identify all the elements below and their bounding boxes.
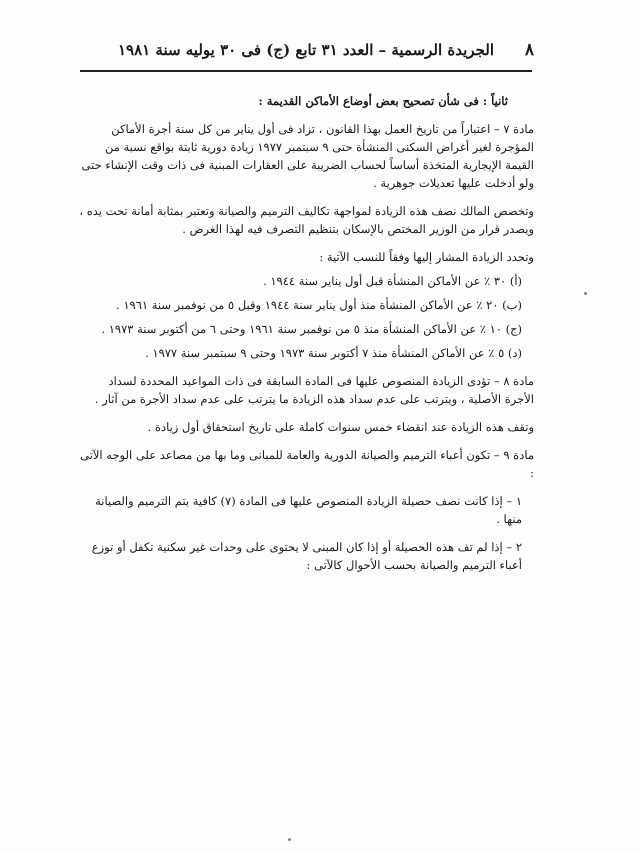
article-9-clause-1: ١ – إذا كانت نصف حصيلة الزيادة المنصوص عليها فى المادة (٧) كافية يتم الترميم والصيانة منها .	[95, 494, 522, 526]
article-7-allocation-paragraph: وتخصص المالك نصف هذه الزيادة لمواجهة تكاليف الترميم والصيانة وتعتبر بمثابة أمانة تحت يده ، ويصدر قرار من الوزير المختص بالإسكان بتنظيم التصرف فيه لهذا الغرض .	[79, 204, 534, 236]
rates-intro-paragraph: وتحدد الزيادة المشار إليها وفقاً للنسب الآتية :	[319, 250, 534, 264]
section-heading: ثانياً : فى شأن تصحيح بعض أوضاع الأماكن القديمة :	[258, 94, 508, 108]
scan-speck	[288, 838, 291, 841]
page-header	[78, 38, 534, 68]
rate-item-a: (أ) ٣٠ ٪ عن الأماكن المنشأة قبل أول يناير سنة ١٩٤٤ .	[263, 274, 522, 288]
article-9-paragraph: مادة ٩ – تكون أعباء الترميم والصيانة الدورية والعامة للمبانى وما بها من مصاعد على الوجه الآتى :	[80, 448, 534, 480]
rate-item-b: (ب) ٢٠ ٪ عن الأماكن المنشأة منذ أول يناير سنة ١٩٤٤ وقبل ٥ من نوفمبر سنة ١٩٦١ .	[116, 298, 522, 312]
article-8-paragraph: مادة ٨ – تؤدى الزيادة المنصوص عليها فى المادة السابقة فى ذات المواعيد المحددة لسداد الأجرة الأصلية ، ويترتب على عدم سداد هذه الزيادة ما يترتب على عدم سداد الأجرة من آثار .	[94, 374, 534, 406]
scan-speck	[584, 292, 587, 295]
article-8-term-paragraph: وتقف هذه الزيادة عند انقضاء خمس سنوات كاملة على تاريخ استحقاق أول زيادة .	[147, 420, 534, 434]
gazette-header-title: الجريدة الرسمية – العدد ٣١ تابع (ج) فى ٣٠ يوليه سنة ١٩٨١	[117, 41, 494, 59]
header-divider	[80, 70, 532, 72]
article-9-clause-2: ٢ – إذا لم تف هذه الحصيلة أو إذا كان المبنى لا يحتوى على وحدات غير سكنية تكفل أو توزع أعباء الترميم والصيانة بحسب الأحوال كالآتى :	[91, 540, 522, 572]
article-7-paragraph: مادة ٧ – اعتباراً من تاريخ العمل بهذا القانون ، تزاد فى أول يناير من كل سنة أجرة الأماكن المؤجرة لغير أغراض السكنى المنشأة حتى ٩ سبتمبر ١٩٧٧ زيادة دورية ثابتة بواقع نسبة من القيمة الإيجارية المتخذة أساساً لحساب الضريبة على العقارات المبنية فى ذات وقت الإنشاء حتى ولو أدخلت عليها تعديلات جوهرية .	[81, 122, 534, 190]
rate-item-c: (ج) ١٠ ٪ عن الأماكن المنشأة منذ ٥ من نوفمبر سنة ١٩٦١ وحتى ٦ من أكتوبر سنة ١٩٧٣ .	[101, 322, 522, 336]
page-number: ٨	[524, 40, 534, 60]
rate-item-d: (د) ٥ ٪ عن الأماكن المنشأة منذ ٧ أكتوبر سنة ١٩٧٣ وحتى ٩ سبتمبر سنة ١٩٧٧ .	[145, 346, 522, 360]
document-body	[78, 92, 534, 584]
